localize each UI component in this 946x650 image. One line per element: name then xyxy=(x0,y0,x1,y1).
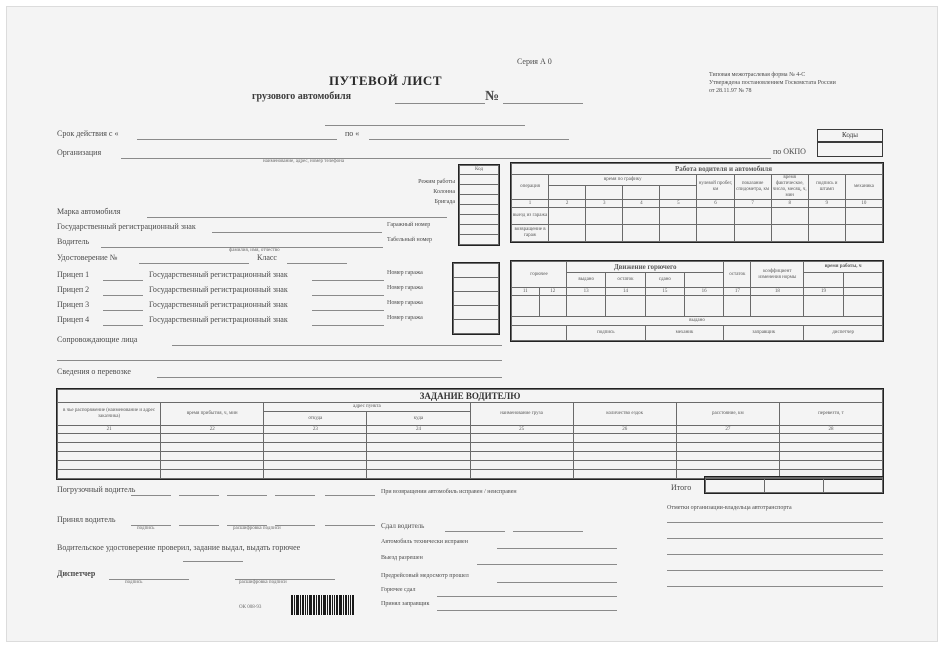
mode-labels: Режим работы Колонна Бригада xyxy=(418,179,455,205)
number-line xyxy=(503,103,583,104)
trailer-reg-label: Государственный регистрационный знак xyxy=(149,270,288,279)
task-header: в чье распоряжение (наименование и адрес заказчика) xyxy=(58,403,161,426)
sig-line xyxy=(227,495,267,496)
sig-line xyxy=(497,548,617,549)
fuel-code: 15 xyxy=(645,288,684,296)
fuel-code: 19 xyxy=(804,288,843,296)
sig-hint: подпись xyxy=(137,526,155,531)
garage-number-label: Гаражный номер xyxy=(387,222,431,228)
task-code: 27 xyxy=(676,426,779,434)
fuel-header: коэффициент изменения нормы xyxy=(751,262,804,288)
right-sign-label: При возвращении автомобиль исправен / неисправен xyxy=(381,489,517,495)
vw-header: показание спидометра, км xyxy=(734,175,771,200)
okpo-code-box[interactable] xyxy=(817,142,883,157)
driver-task-table xyxy=(57,389,883,479)
escorts-line xyxy=(172,345,502,346)
sig-line xyxy=(497,582,617,583)
reg-number-line xyxy=(212,232,382,233)
sig-line xyxy=(325,495,375,496)
fuel-header: время работы, ч xyxy=(804,262,883,273)
task-header: наименование груза xyxy=(470,403,573,426)
task-code: 28 xyxy=(779,426,882,434)
fuel-title: Движение горючего xyxy=(567,262,724,273)
fuel-subtitle: выдано xyxy=(512,317,883,326)
total-label: Итого xyxy=(671,483,692,492)
sig-hint: расшифровка подписи xyxy=(239,580,287,585)
trailer-line xyxy=(103,295,143,296)
sig-line xyxy=(325,525,375,526)
vw-row-label: выезд из гаража xyxy=(512,208,549,225)
trailer-reg-line xyxy=(312,310,384,311)
vw-code: 5 xyxy=(660,200,697,208)
vw-code: 8 xyxy=(771,200,808,208)
fuel-code: 16 xyxy=(684,288,723,296)
task-code: 22 xyxy=(161,426,264,434)
marks-line xyxy=(667,522,883,523)
dispatcher-sign-line xyxy=(109,579,189,580)
vw-header: время фактическое, число, месяц, ч, мин xyxy=(772,175,807,198)
trailer-reg-label: Государственный регистрационный знак xyxy=(149,300,288,309)
task-code: 21 xyxy=(58,426,161,434)
fuel-code: 18 xyxy=(751,288,804,296)
sig-line xyxy=(275,525,315,526)
sig-line xyxy=(183,561,243,562)
organization-line xyxy=(121,158,771,159)
received-driver-label: Принял водитель xyxy=(57,515,116,524)
subtitle-line xyxy=(395,103,485,104)
number-sign: № xyxy=(485,89,500,104)
cargo-info-line xyxy=(157,377,502,378)
task-header: куда xyxy=(367,412,470,426)
vehicle-work-table xyxy=(511,163,883,242)
trailer-label: Прицеп 4 xyxy=(57,315,90,324)
trailer-reg-line xyxy=(312,325,384,326)
marks-label: Отметки организации-владельца автотранспорта xyxy=(667,505,792,511)
vw-code: 3 xyxy=(586,200,623,208)
trailer-line xyxy=(103,325,143,326)
trailer-line xyxy=(103,310,143,311)
trailer-reg-label: Государственный регистрационный знак xyxy=(149,285,288,294)
fuel-table xyxy=(511,261,883,341)
vehicle-brand-label: Марка автомобиля xyxy=(57,207,121,216)
task-code: 26 xyxy=(573,426,676,434)
valid-from-line xyxy=(137,139,337,140)
fuel-code: 13 xyxy=(567,288,606,296)
print-info: ОК 008-93 xyxy=(239,605,262,610)
escorts-line-2 xyxy=(57,360,502,361)
okpo-label: по ОКПО xyxy=(773,147,806,156)
marks-line xyxy=(667,554,883,555)
vw-code: 4 xyxy=(623,200,660,208)
trailer-label: Прицеп 2 xyxy=(57,285,90,294)
total-table xyxy=(705,477,883,493)
task-header: перевезти, т xyxy=(779,403,882,426)
right-sign-label: Горючее сдал xyxy=(381,587,416,593)
vw-code: 6 xyxy=(697,200,734,208)
sig-line xyxy=(131,495,171,496)
fuel-footer: механик xyxy=(645,326,724,341)
vehicle-work-title: Работа водителя и автомобиля xyxy=(512,164,883,175)
valid-to-line xyxy=(369,139,569,140)
escorts-label: Сопровождающие лица xyxy=(57,335,138,344)
vw-header: операция xyxy=(512,175,549,200)
fuel-header: остаток xyxy=(724,262,751,288)
fuel-header: остаток xyxy=(606,273,645,288)
fuel-header: горючее xyxy=(512,262,567,288)
vw-row-label: возвращение в гараж xyxy=(512,225,549,242)
task-row[interactable] xyxy=(58,434,883,443)
right-sign-label: Принял заправщик xyxy=(381,601,430,607)
task-header: время прибытия, ч, мин xyxy=(161,403,264,426)
fuel-footer: заправщик xyxy=(724,326,804,341)
trailer-label: Прицеп 3 xyxy=(57,300,90,309)
trailer-reg-line xyxy=(312,295,384,296)
form-title: ПУТЕВОЙ ЛИСТ xyxy=(329,73,442,88)
reg-number-label: Государственный регистрационный знак xyxy=(57,222,196,231)
task-title: ЗАДАНИЕ ВОДИТЕЛЮ xyxy=(58,390,883,403)
license-label: Удостоверение № xyxy=(57,253,118,262)
dispatcher-label: Диспетчер xyxy=(57,569,96,578)
sig-line xyxy=(437,610,617,611)
sig-line xyxy=(477,564,617,565)
fuel-code: 14 xyxy=(606,288,645,296)
vehicle-brand-line xyxy=(147,217,447,218)
vw-code: 2 xyxy=(549,200,586,208)
waybill-sheet xyxy=(6,6,938,642)
personnel-number-label: Табельный номер xyxy=(387,237,433,243)
vw-header: механика xyxy=(845,175,882,200)
right-sign-label: Сдал водитель xyxy=(381,522,425,530)
sig-line xyxy=(275,495,315,496)
task-header: расстояние, км xyxy=(676,403,779,426)
trailer-garage-label: Номер гаража xyxy=(387,315,423,321)
right-sign-label: Автомобиль технически исправен xyxy=(381,539,468,545)
trailer-reg-label: Государственный регистрационный знак xyxy=(149,315,288,324)
task-header: откуда xyxy=(264,412,367,426)
license-line xyxy=(139,263,249,264)
fuel-code: 17 xyxy=(724,288,751,296)
trailer-garage-label: Номер гаража xyxy=(387,300,423,306)
sig-line xyxy=(437,596,617,597)
task-group-header: адрес пункта xyxy=(264,403,470,412)
task-code: 23 xyxy=(264,426,367,434)
trailer-code-table xyxy=(453,263,499,334)
sig-line xyxy=(179,525,219,526)
marks-line xyxy=(667,586,883,587)
valid-to-label: по « xyxy=(345,129,360,138)
task-row[interactable] xyxy=(58,461,883,470)
task-row[interactable] xyxy=(58,452,883,461)
passed-driver-label: Погрузочный водитель xyxy=(57,485,136,494)
fuel-header: выдано xyxy=(567,273,606,288)
marks-line xyxy=(667,538,883,539)
vw-header: подпись и штамп xyxy=(808,175,845,200)
driver-hint: фамилия, имя, отчество xyxy=(229,248,280,253)
trailer-garage-label: Номер гаража xyxy=(387,285,423,291)
right-sign-label: Выезд разрешен xyxy=(381,555,423,561)
trailer-garage-label: Номер гаража xyxy=(387,270,423,276)
driver-label: Водитель xyxy=(57,237,90,246)
class-label: Класс xyxy=(257,253,277,262)
codes-box: Коды xyxy=(817,129,883,142)
vw-code: 1 xyxy=(512,200,549,208)
marks-line xyxy=(667,570,883,571)
task-code: 25 xyxy=(470,426,573,434)
sig-hint: подпись xyxy=(125,580,143,585)
sig-line xyxy=(513,531,583,532)
vw-code: 9 xyxy=(808,200,845,208)
organization-hint: наименование, адрес, номер телефона xyxy=(263,159,345,164)
fuel-footer: подпись xyxy=(567,326,646,341)
form-subtitle: грузового автомобиля xyxy=(252,91,352,102)
sig-line xyxy=(445,531,505,532)
sig-line xyxy=(179,495,219,496)
sig-hint: расшифровка подписи xyxy=(233,526,281,531)
mode-table: Код xyxy=(459,165,499,245)
trailer-label: Прицеп 1 xyxy=(57,270,90,279)
fuel-header: сдано xyxy=(645,273,684,288)
cargo-info-label: Сведения о перевозке xyxy=(57,367,131,376)
fuel-footer: диспетчер xyxy=(804,326,883,341)
trailer-line xyxy=(103,280,143,281)
right-sign-label: Предрейсовый медосмотр прошел xyxy=(381,573,469,579)
vw-code: 7 xyxy=(734,200,771,208)
valid-from-label: Срок действия с « xyxy=(57,129,119,138)
trailer-reg-line xyxy=(312,280,384,281)
task-row[interactable] xyxy=(58,443,883,452)
vw-header: время по графику xyxy=(549,175,697,186)
task-header: количество ездок xyxy=(573,403,676,426)
vw-code: 10 xyxy=(845,200,882,208)
vw-header: нулевой пробег, км xyxy=(697,175,734,200)
fuel-code: 11 xyxy=(512,288,540,296)
class-line xyxy=(287,263,347,264)
date-line xyxy=(325,125,525,126)
fuel-code: 12 xyxy=(539,288,567,296)
barcode xyxy=(291,593,355,615)
series-label: Серия А 0 xyxy=(517,57,552,66)
approval-note: Типовая межотраслевая форма № 4-С Утверждена постановлением Госкомстата России от 28.11.97 № 78 xyxy=(709,72,836,94)
closing-label: Водительское удостоверение проверил, задание выдал, выдать горючее xyxy=(57,543,301,552)
task-code: 24 xyxy=(367,426,470,434)
organization-label: Организация xyxy=(57,148,102,157)
